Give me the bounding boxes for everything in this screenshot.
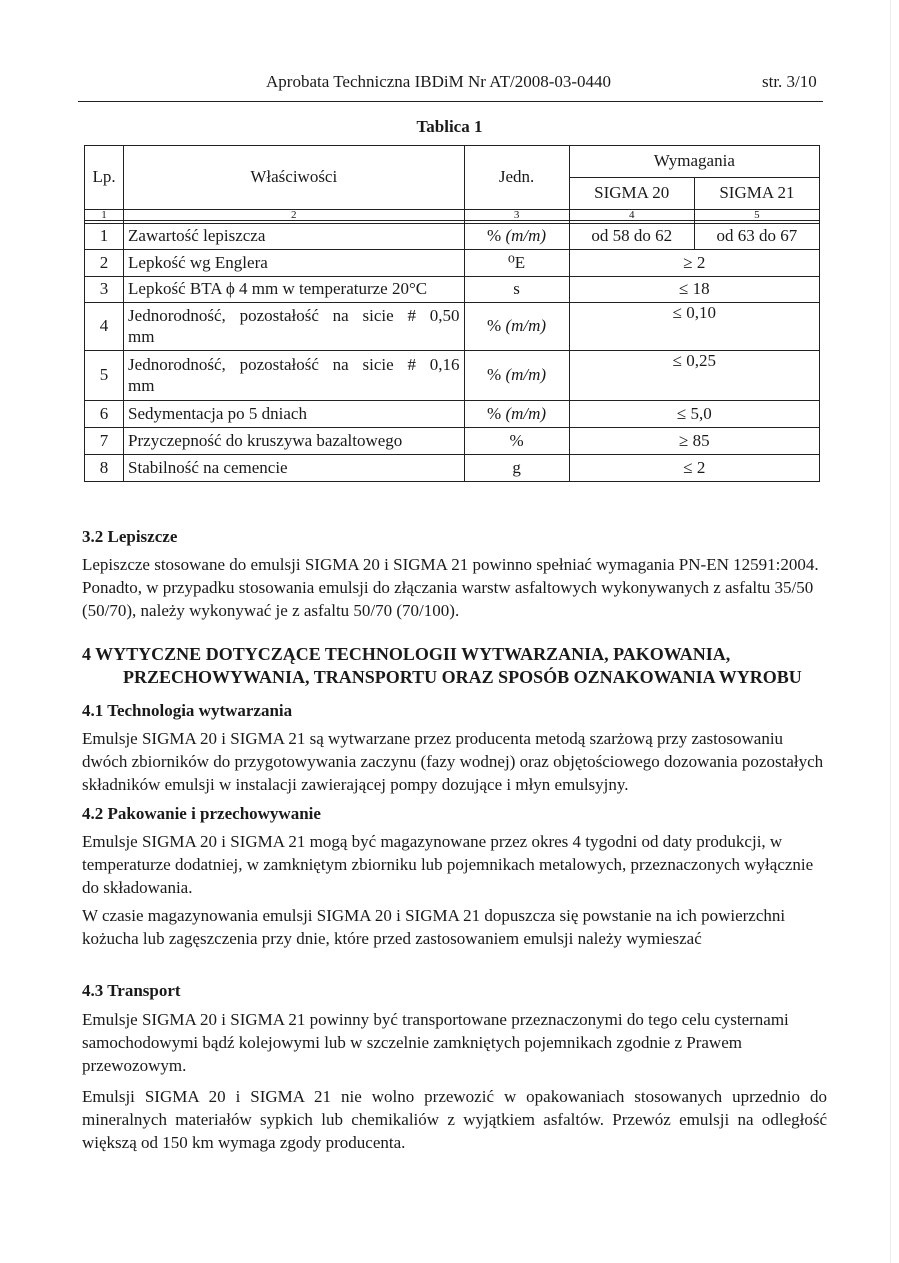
row-property: Lepkość wg Englera <box>124 250 464 277</box>
section-heading-3-2: 3.2 Lepiszcze <box>82 527 178 546</box>
table-row <box>85 455 820 482</box>
table-row <box>85 303 820 351</box>
properties-table <box>84 145 820 482</box>
unit-italic: (m/m) <box>505 365 547 385</box>
column-number: 1 <box>85 210 124 221</box>
row-unit <box>464 428 569 455</box>
table-row <box>85 401 820 428</box>
row-requirement: ≤ 5,0 <box>569 401 819 428</box>
row-property: Sedymentacja po 5 dniach <box>124 401 464 428</box>
row-lp: 8 <box>85 455 124 482</box>
unit-text: g <box>512 457 521 477</box>
unit-italic: (m/m) <box>505 403 547 423</box>
row-property: Stabilność na cemencie <box>124 455 464 482</box>
row-unit <box>464 303 569 351</box>
row-unit <box>464 277 569 303</box>
property-line: mm <box>128 375 155 395</box>
row-unit <box>464 224 569 250</box>
section-4-2-paragraph-2: W czasie magazynowania emulsji SIGMA 20 i SIGMA 21 dopuszcza się powstanie na ich powierzchni kożucha lub zagęszczenia przy dnie, które przed zastosowaniem emulsji należy wymieszać <box>82 906 786 948</box>
row-requirement: ≤ 18 <box>569 277 819 303</box>
column-number: 2 <box>124 210 464 221</box>
header-sigma21: SIGMA 21 <box>694 178 819 210</box>
row-requirement: ≤ 2 <box>569 455 819 482</box>
section-3-2-paragraph: Lepiszcze stosowane do emulsji SIGMA 20 i SIGMA 21 powinno spełniać wymagania PN-EN 12591:2004. Ponadto, w przypadku stosowania emulsji do złączania warstw asfaltowych wykonywanych z asfaltu 35/50 (50/70), należy wykonywać je z asfaltu 50/70 (70/100). <box>82 555 819 620</box>
section-heading-4-1: 4.1 Technologia wytwarzania <box>82 701 293 720</box>
row-property: Przyczepność do kruszywa bazaltowego <box>124 428 464 455</box>
section-4-3-paragraph-1: Emulsje SIGMA 20 i SIGMA 21 powinny być transportowane przeznaczonymi do tego celu cysternami samochodowymi bądź kolejowymi lub w szczelnie zamkniętych pojemnikach zgodnie z Prawem przewozowym. <box>82 1010 789 1075</box>
unit-text: s <box>513 279 520 299</box>
row-unit <box>464 401 569 428</box>
header-title: Aprobata Techniczna IBDiM Nr AT/2008-03-0440 <box>266 72 612 91</box>
unit-text: % <box>487 316 506 336</box>
section-4-1-paragraph: Emulsje SIGMA 20 i SIGMA 21 są wytwarzane przez producenta metodą szarżową przy zastosowaniu dwóch zbiorników do przygotowywania zaczynu (fazy wodnej) oraz objętościowego dozowania pozostałych składników emulsji w instalacji zawierającej pompy dozujące i młyn emulsyjny. <box>82 729 824 794</box>
unit-text: % <box>487 365 506 385</box>
property-line: Jednorodność, pozostałość na sicie # 0,50 <box>128 306 460 326</box>
row-property: Lepkość BTA ϕ 4 mm w temperaturze 20°C <box>124 277 464 303</box>
section-4-2-paragraph-1: Emulsje SIGMA 20 i SIGMA 21 mogą być magazynowane przez okres 4 tygodni od daty produkcji, w temperaturze dodatniej, w zamkniętym zbiorniku lub pojemnikach metalowych, przeznaczonych wyłącznie do składowania. <box>82 832 814 897</box>
column-number-row <box>85 210 820 221</box>
table-caption: Tablica 1 <box>416 117 483 136</box>
row-sigma20-value: od 58 do 62 <box>569 224 694 250</box>
row-unit <box>464 351 569 401</box>
unit-text: ⁰E <box>507 252 526 272</box>
row-lp: 5 <box>85 351 124 401</box>
header-rule <box>78 101 823 102</box>
unit-italic: (m/m) <box>505 316 547 336</box>
section-4-3-paragraph-2: Emulsji SIGMA 20 i SIGMA 21 nie wolno przewozić w opakowaniach stosowanych uprzednio do mineralnych materiałów sypkich lub chemikaliów z wyjątkiem asfaltów. Przewóz emulsji na odległość większą od 150 km wymaga zgody producenta. <box>82 1087 827 1152</box>
header-property: Właściwości <box>124 146 464 210</box>
table-row <box>85 250 820 277</box>
column-number: 5 <box>694 210 819 221</box>
section-heading-4-2: 4.2 Pakowanie i przechowywanie <box>82 804 321 823</box>
header-unit: Jedn. <box>464 146 569 210</box>
row-lp: 4 <box>85 303 124 351</box>
chapter-heading-line: PRZECHOWYWANIA, TRANSPORTU ORAZ SPOSÓB OZNAKOWANIA WYROBU <box>123 667 802 687</box>
header-lp: Lp. <box>85 146 124 210</box>
row-lp: 6 <box>85 401 124 428</box>
row-requirement: ≥ 2 <box>569 250 819 277</box>
row-property <box>124 303 464 351</box>
unit-italic: (m/m) <box>505 226 547 246</box>
unit-text: % <box>509 430 524 450</box>
table-header-row <box>85 146 820 178</box>
row-property <box>124 351 464 401</box>
column-number: 4 <box>569 210 694 221</box>
row-lp: 3 <box>85 277 124 303</box>
table-row <box>85 277 820 303</box>
property-line: Jednorodność, pozostałość na sicie # 0,16 <box>128 355 460 375</box>
unit-text: % <box>487 226 506 246</box>
row-property: Zawartość lepiszcza <box>124 224 464 250</box>
scan-edge-line <box>890 0 891 1263</box>
row-unit <box>464 455 569 482</box>
chapter-heading-4 <box>82 643 822 689</box>
row-lp: 7 <box>85 428 124 455</box>
header-sigma20: SIGMA 20 <box>569 178 694 210</box>
row-unit <box>464 250 569 277</box>
row-requirement: ≤ 0,10 <box>569 303 819 351</box>
page-number: str. 3/10 <box>762 72 817 91</box>
row-sigma21-value: od 63 do 67 <box>694 224 819 250</box>
table-row <box>85 224 820 250</box>
property-line: mm <box>128 326 155 346</box>
table-row <box>85 351 820 401</box>
table-row <box>85 428 820 455</box>
column-number: 3 <box>464 210 569 221</box>
row-requirement: ≤ 0,25 <box>569 351 819 401</box>
row-requirement: ≥ 85 <box>569 428 819 455</box>
chapter-heading-line: 4 WYTYCZNE DOTYCZĄCE TECHNOLOGII WYTWARZANIA, PAKOWANIA, <box>82 644 731 664</box>
section-heading-4-3: 4.3 Transport <box>82 981 181 1000</box>
row-lp: 2 <box>85 250 124 277</box>
header-requirements: Wymagania <box>569 146 819 178</box>
row-lp: 1 <box>85 224 124 250</box>
unit-text: % <box>487 403 506 423</box>
